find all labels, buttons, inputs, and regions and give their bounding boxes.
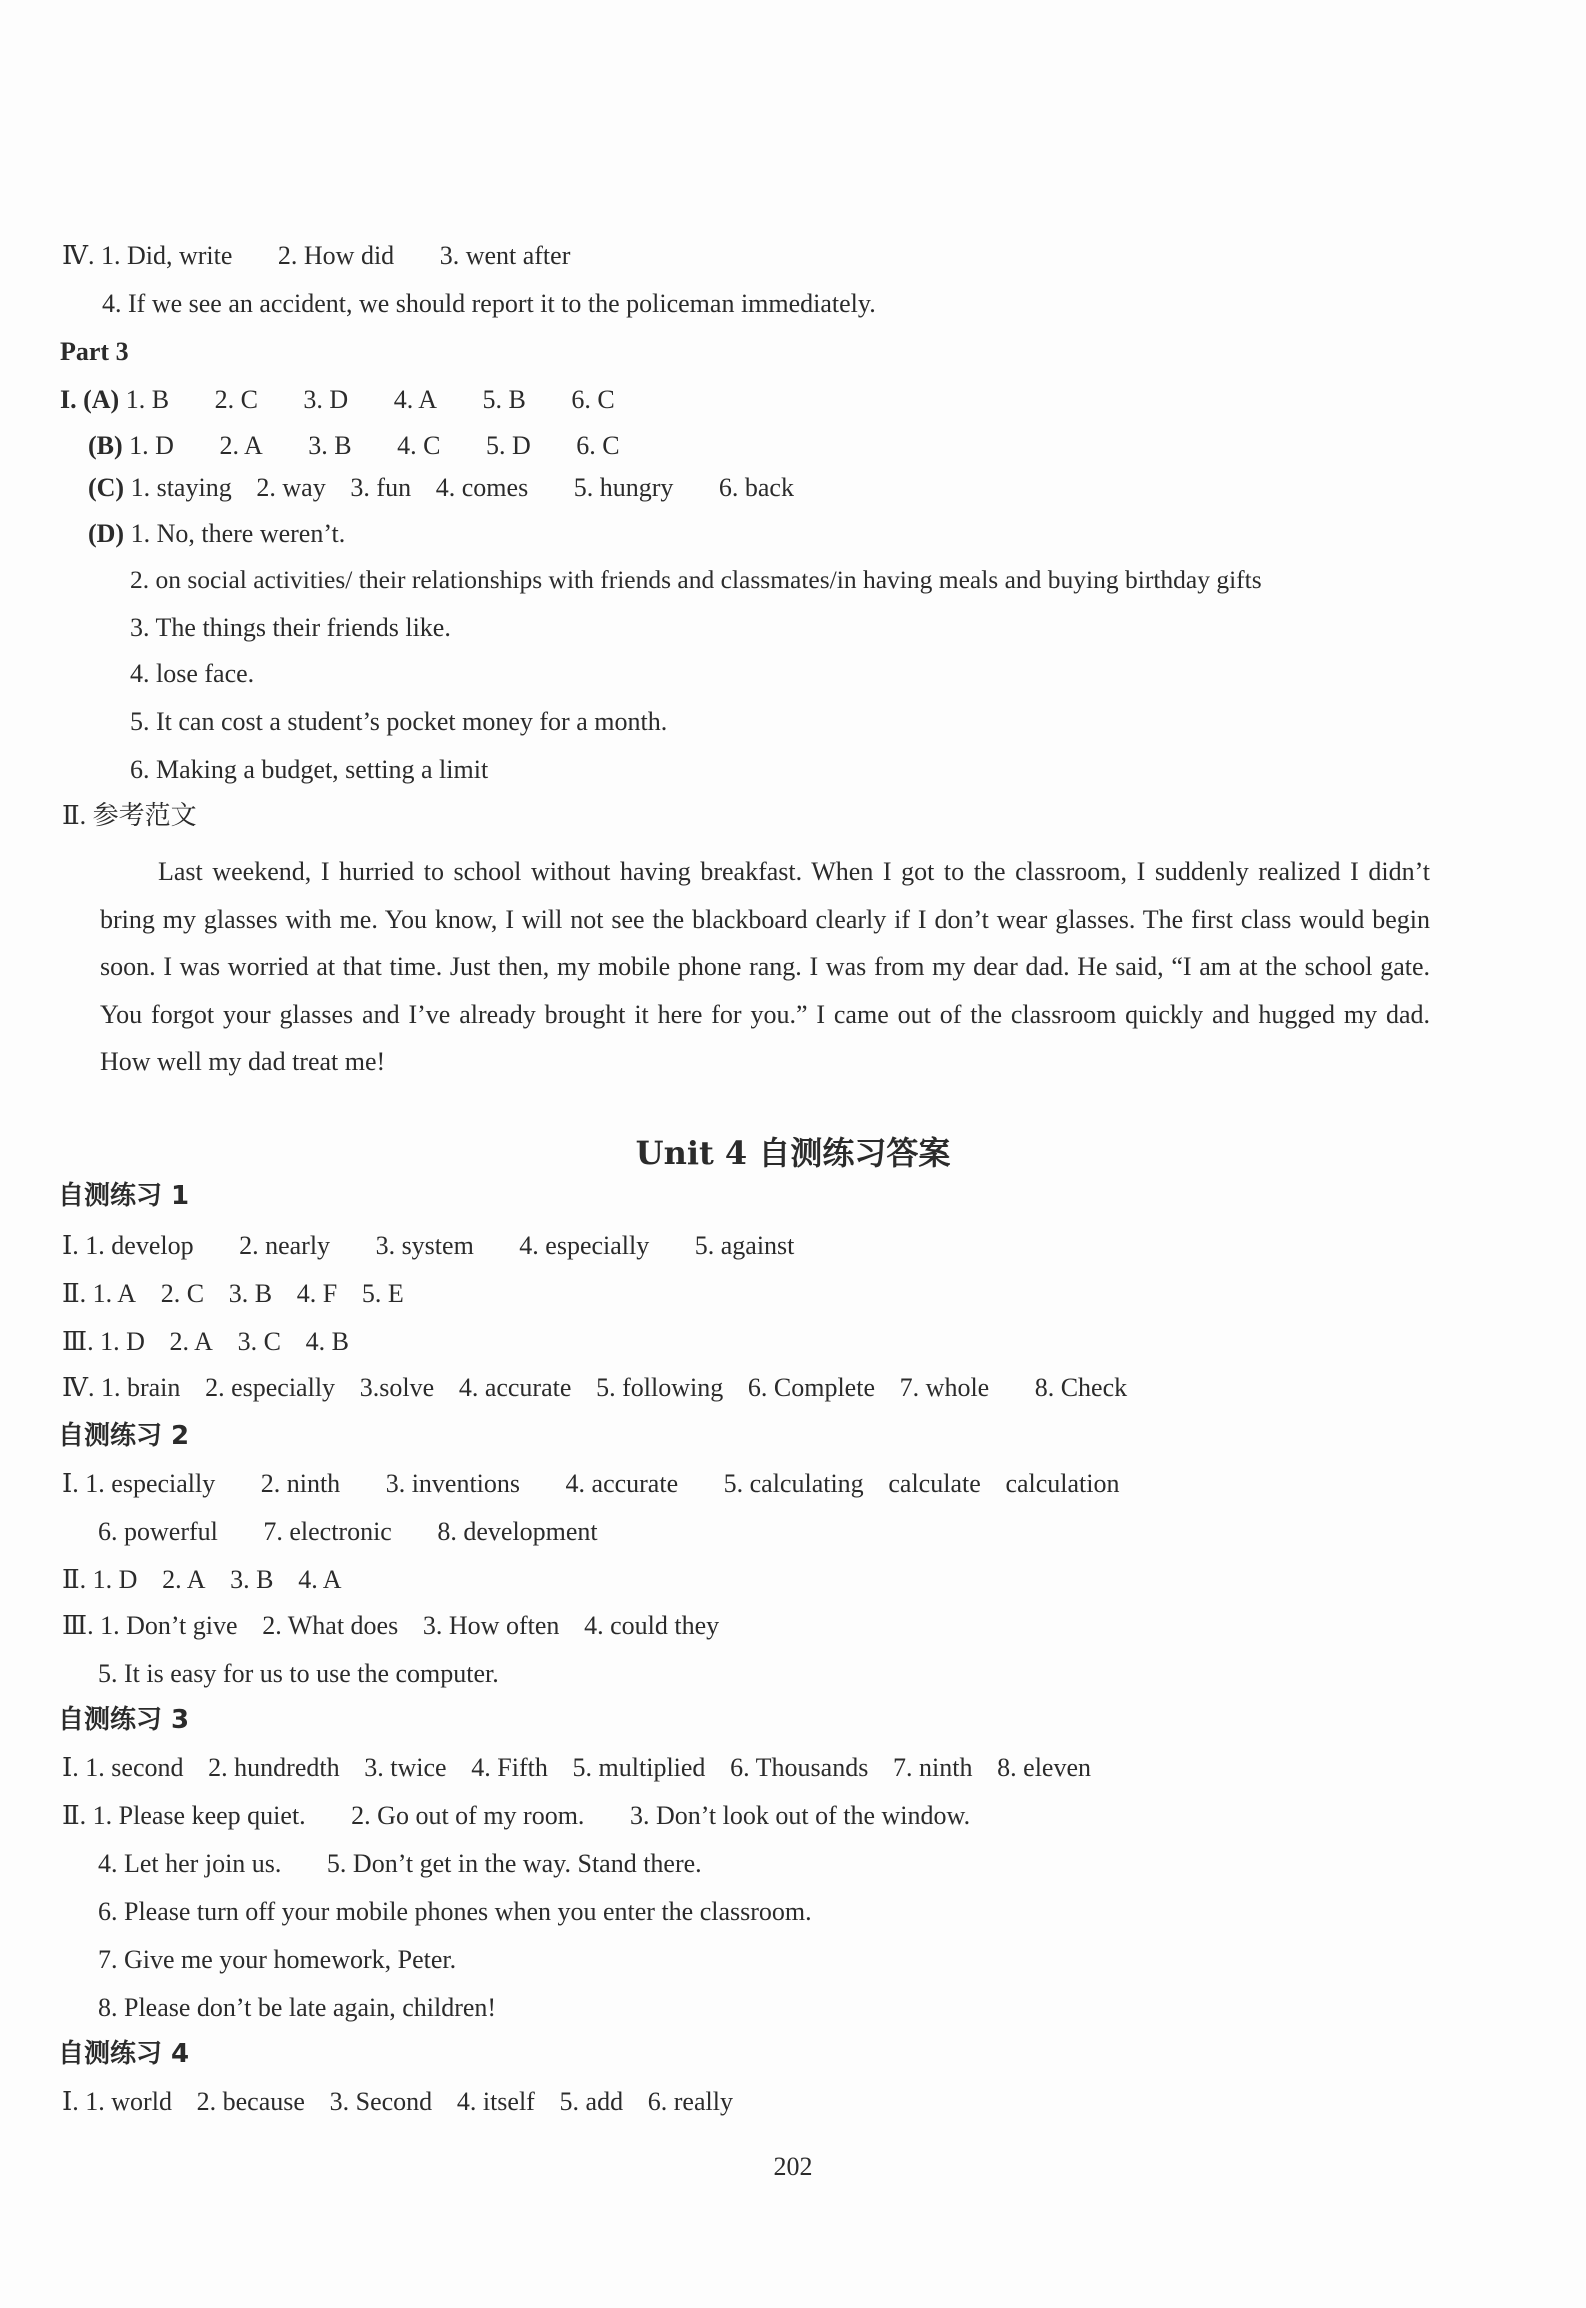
answer-line <box>62 1800 970 1832</box>
answer-item: 7. ninth <box>893 1753 973 1782</box>
answer-item: 1. No, there weren’t. <box>130 519 346 548</box>
answer-item: 2. What does <box>262 1611 399 1640</box>
section-label: Ⅰ. <box>62 1469 79 1498</box>
answer-line <box>98 1848 702 1880</box>
answer-item: 3. B <box>308 431 352 460</box>
answer-item: 1. second <box>85 1753 184 1782</box>
answer-line <box>60 384 615 416</box>
answer-line: 8. Please don’t be late again, children! <box>98 1993 497 2022</box>
answer-line: 5. It can cost a student’s pocket money for a month. <box>130 707 668 736</box>
answer-line <box>62 1564 342 1596</box>
answer-item: 4. comes <box>435 473 529 502</box>
answer-item: 6. Thousands <box>730 1753 869 1782</box>
answer-item: 4. A <box>298 1565 342 1594</box>
answer-item: 4. accurate <box>458 1373 572 1402</box>
answer-item: calculation <box>1005 1469 1120 1498</box>
answer-item: 4. itself <box>456 2087 535 2116</box>
section-heading: Part 3 <box>60 337 129 366</box>
answer-item: 4. A <box>393 385 438 414</box>
answer-line: 2. on social activities/ their relationships with friends and classmates/in having meals and buying birthday gifts <box>130 565 1262 594</box>
exercise-heading: 自测练习 1 <box>58 1181 190 1211</box>
answer-item: 5. multiplied <box>572 1753 706 1782</box>
answer-item: 1. B <box>125 385 170 414</box>
answer-item: 6. back <box>718 473 794 502</box>
answer-item: 4. accurate <box>565 1469 679 1498</box>
section-label: Ⅱ. <box>62 1801 87 1830</box>
subsection-label: (A) <box>83 385 120 414</box>
answer-item: 5. following <box>596 1373 724 1402</box>
answer-item: 3.solve <box>359 1373 435 1402</box>
section-label: Ⅱ. <box>62 1565 87 1594</box>
section-label: Ⅰ. <box>62 1753 79 1782</box>
answer-item: 4. especially <box>519 1231 650 1260</box>
answer-item: calculate <box>888 1469 981 1498</box>
answer-line <box>62 1278 404 1310</box>
answer-line <box>62 1372 1127 1404</box>
answer-item: 3. Second <box>329 2087 433 2116</box>
answer-line <box>88 472 794 504</box>
answer-line <box>62 1326 349 1358</box>
answer-item: 1. develop <box>85 1231 194 1260</box>
answer-item: 7. electronic <box>263 1517 392 1546</box>
section-label: Ⅰ. <box>62 1231 79 1260</box>
exercise-heading: 自测练习 3 <box>58 1705 190 1735</box>
answer-line: 4. lose face. <box>130 659 255 688</box>
answer-item: 6. Complete <box>747 1373 875 1402</box>
answer-item: 4. B <box>305 1327 349 1356</box>
answer-line: 3. The things their friends like. <box>130 613 451 642</box>
answer-item: 2. nearly <box>239 1231 331 1260</box>
answer-item: 1. Did, write <box>100 241 233 270</box>
answer-line <box>88 518 345 550</box>
section-heading: Ⅱ. 参考范文 <box>62 801 197 830</box>
section-label: Ⅳ. <box>62 241 95 270</box>
answer-item: 1. D <box>92 1565 138 1594</box>
answer-item: 4. C <box>397 431 441 460</box>
answer-item: 2. C <box>214 385 258 414</box>
answer-item: 3. C <box>237 1327 281 1356</box>
section-label: I. <box>60 385 77 414</box>
answer-line <box>62 1230 794 1262</box>
answer-item: 8. development <box>437 1517 598 1546</box>
answer-item: 2. hundredth <box>208 1753 340 1782</box>
subsection-label: (D) <box>88 519 125 548</box>
model-essay: Last weekend, I hurried to school without having breakfast. When I got to the classroom, I suddenly realized I didn’t bring my glasses with me. You know, I will not see the blackboard clearly if I don’t wear glasses. The first class would begin soon. I was worried at that time. Just then, my mobile phone rang. I was from my dear dad. He said, “I am at the school gate. You forgot your glasses and I’ve already brought it here for you.” I came out of the classroom quickly and hugged my dad. How well my dad treat me! <box>100 857 1430 1076</box>
answer-line: 6. Making a budget, setting a limit <box>130 755 489 784</box>
answer-item: 3. fun <box>350 473 412 502</box>
section-label: Ⅲ. <box>62 1327 94 1356</box>
answer-item: 5. add <box>559 2087 624 2116</box>
section-label: Ⅳ. <box>62 1373 95 1402</box>
answer-item: 2. ninth <box>260 1469 341 1498</box>
answer-item: 5. Don’t get in the way. Stand there. <box>326 1849 702 1878</box>
subsection-label: (C) <box>88 473 125 502</box>
answer-item: 2. especially <box>205 1373 336 1402</box>
answer-item: 2. A <box>169 1327 213 1356</box>
answer-item: 2. because <box>196 2087 305 2116</box>
answer-item: 1. especially <box>85 1469 216 1498</box>
answer-line <box>62 1752 1091 1784</box>
answer-line <box>88 430 620 462</box>
answer-item: 6. C <box>576 431 620 460</box>
answer-item: 5. hungry <box>573 473 674 502</box>
answer-item: 3. twice <box>364 1753 447 1782</box>
answer-item: 1. brain <box>100 1373 181 1402</box>
answer-line <box>62 1468 1120 1500</box>
answer-item: 2. C <box>160 1279 205 1308</box>
answer-item: 3. How often <box>422 1611 560 1640</box>
answer-item: 2. Go out of my room. <box>351 1801 585 1830</box>
answer-line: 7. Give me your homework, Peter. <box>98 1945 457 1974</box>
answer-item: 3. went after <box>439 241 571 270</box>
unit-title: Unit 4 自测练习答案 <box>635 1134 951 1172</box>
answer-item: 5. D <box>485 431 531 460</box>
answer-line <box>62 240 570 272</box>
answer-item: 4. Fifth <box>471 1753 548 1782</box>
answer-item: 3. inventions <box>385 1469 521 1498</box>
answer-item: 4. could they <box>584 1611 720 1640</box>
answer-item: 3. Don’t look out of the window. <box>629 1801 971 1830</box>
answer-line: 6. Please turn off your mobile phones when you enter the classroom. <box>98 1897 812 1926</box>
section-label: Ⅱ. <box>62 1279 87 1308</box>
answer-item: 7. whole <box>899 1373 990 1402</box>
answer-item: 8. Check <box>1034 1373 1128 1402</box>
answer-item: 6. C <box>571 385 615 414</box>
answer-line <box>98 1516 598 1548</box>
answer-item: 1. A <box>92 1279 137 1308</box>
answer-item: 1. Please keep quiet. <box>92 1801 306 1830</box>
answer-item: 8. eleven <box>997 1753 1091 1782</box>
answer-line <box>62 2086 733 2118</box>
answer-item: 1. D <box>129 431 174 460</box>
answer-item: 5. against <box>694 1231 795 1260</box>
exercise-heading: 自测练习 4 <box>58 2039 190 2069</box>
answer-item: 3. B <box>230 1565 274 1594</box>
answer-item: 5. E <box>361 1279 404 1308</box>
answer-item: 2. A <box>162 1565 206 1594</box>
answer-item: 6. powerful <box>98 1517 218 1546</box>
answer-item: 1. D <box>100 1327 145 1356</box>
answer-item: 1. Don’t give <box>100 1611 238 1640</box>
answer-line <box>62 1610 719 1642</box>
section-label: Ⅰ. <box>62 2087 79 2116</box>
answer-item: 3. D <box>303 385 349 414</box>
answer-item: 1. staying <box>130 473 232 502</box>
answer-item: 2. way <box>256 473 326 502</box>
answer-item: 5. calculating <box>723 1469 864 1498</box>
answer-line: 4. If we see an accident, we should report it to the policeman immediately. <box>102 289 876 318</box>
section-label: Ⅲ. <box>62 1611 94 1640</box>
answer-item: 2. A <box>219 431 263 460</box>
answer-item: 3. B <box>228 1279 273 1308</box>
answer-item: 4. Let her join us. <box>98 1849 282 1878</box>
answer-item: 3. system <box>375 1231 474 1260</box>
answer-item: 5. B <box>482 385 526 414</box>
answer-item: 6. really <box>647 2087 733 2116</box>
answer-item: 2. How did <box>277 241 395 270</box>
answer-item: 4. F <box>296 1279 338 1308</box>
page-number: 202 <box>773 2152 813 2181</box>
answer-item: 1. world <box>85 2087 172 2116</box>
answer-line: 5. It is easy for us to use the computer. <box>98 1659 499 1688</box>
exercise-heading: 自测练习 2 <box>58 1421 190 1451</box>
subsection-label: (B) <box>88 431 123 460</box>
